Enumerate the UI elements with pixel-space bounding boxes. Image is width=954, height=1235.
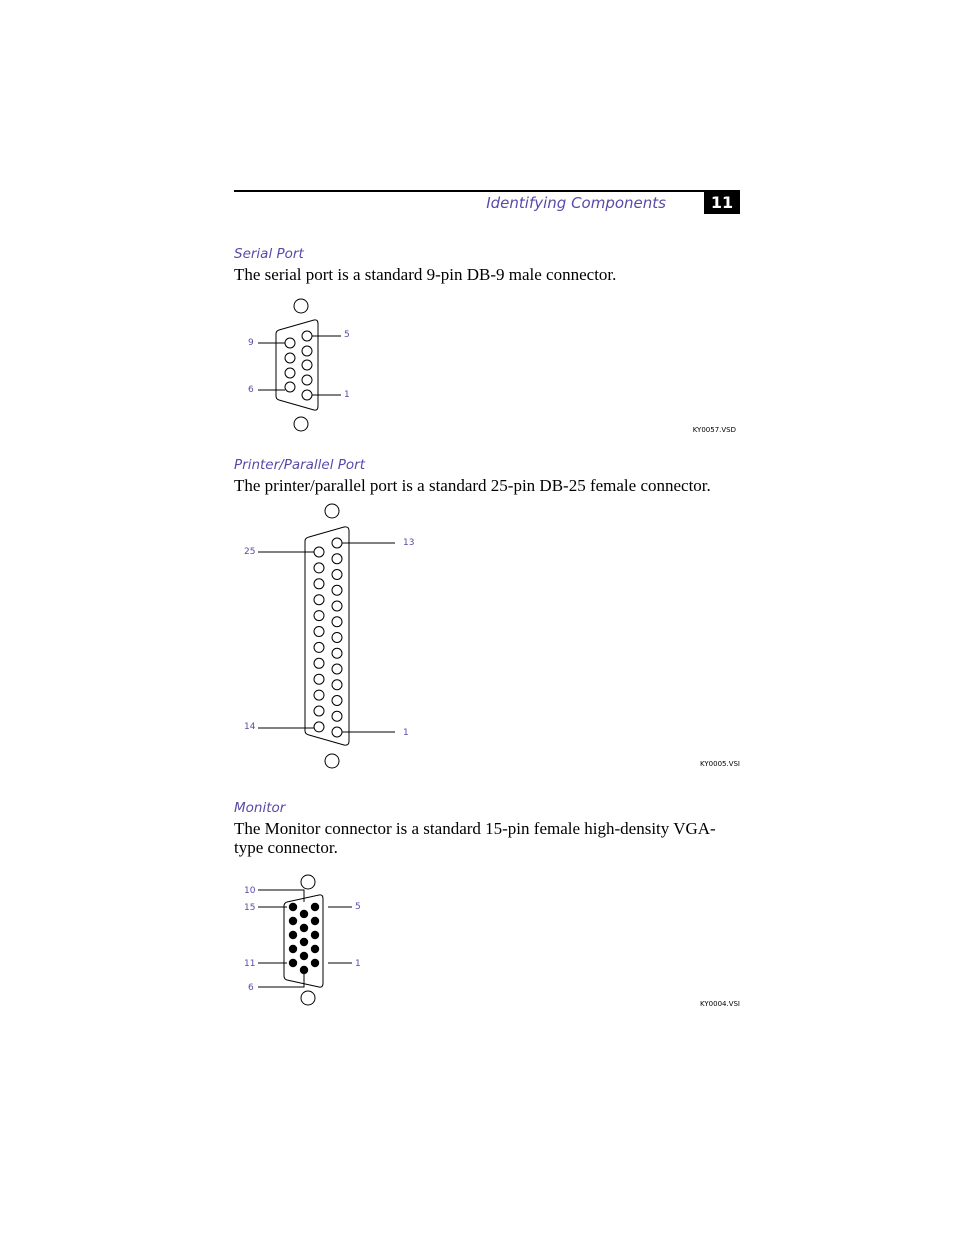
db9-connector-diagram bbox=[234, 295, 744, 440]
pin-label-11: 11 bbox=[244, 959, 256, 969]
monitor-heading: Monitor bbox=[234, 800, 286, 816]
pin-bottom-row bbox=[314, 547, 324, 557]
pin-label-14: 14 bbox=[244, 722, 256, 732]
vga-connector-diagram bbox=[234, 872, 744, 1017]
pin-label-6: 6 bbox=[248, 385, 254, 395]
pin-top-row bbox=[332, 727, 342, 737]
pin-bottom-row bbox=[314, 579, 324, 589]
pin-bottom-row bbox=[314, 611, 324, 621]
db25-connector-diagram bbox=[234, 500, 744, 775]
pin-top-row bbox=[332, 601, 342, 611]
pin-top-row bbox=[332, 711, 342, 721]
pin-top-row bbox=[332, 680, 342, 690]
pin-top-row bbox=[332, 585, 342, 595]
pin-label-6: 6 bbox=[248, 983, 254, 993]
pin-label-25: 25 bbox=[244, 547, 256, 557]
pin-top-row bbox=[332, 696, 342, 706]
mounting-hole-bottom bbox=[325, 754, 339, 768]
pin-top-row bbox=[332, 538, 342, 548]
running-head: Identifying Components bbox=[486, 194, 666, 212]
pin-label-10: 10 bbox=[244, 886, 256, 896]
pin-top-row bbox=[332, 648, 342, 658]
pin-label-1: 1 bbox=[344, 390, 350, 400]
serial-port-heading: Serial Port bbox=[234, 246, 304, 262]
mounting-hole-bottom bbox=[301, 991, 315, 1005]
pin-bottom-row bbox=[314, 674, 324, 684]
pin-bottom-row bbox=[314, 690, 324, 700]
mounting-hole-top bbox=[301, 875, 315, 889]
page-number: 11 bbox=[704, 192, 740, 214]
parallel-port-text: The printer/parallel port is a standard 25-pin DB-25 female connector. bbox=[234, 476, 711, 495]
mounting-hole-bottom bbox=[294, 417, 308, 431]
monitor-text: The Monitor connector is a standard 15-pin female high-density VGA-type connector. bbox=[234, 819, 716, 857]
pin-top-row bbox=[332, 664, 342, 674]
figure-id: KY0057.VSD bbox=[692, 426, 736, 434]
pin-bottom-row bbox=[314, 722, 324, 732]
pin-bottom-row bbox=[314, 627, 324, 637]
header-rule bbox=[234, 190, 740, 192]
figure-id: KY0005.VSI bbox=[700, 760, 740, 768]
pin-top-row bbox=[332, 633, 342, 643]
pin-bottom-row bbox=[314, 658, 324, 668]
pin-bottom-row bbox=[314, 642, 324, 652]
pin-label-5: 5 bbox=[344, 330, 350, 340]
pin-bottom-row bbox=[314, 595, 324, 605]
mounting-hole-top bbox=[325, 504, 339, 518]
pin-top-row bbox=[332, 570, 342, 580]
parallel-port-heading: Printer/Parallel Port bbox=[234, 457, 366, 473]
pin-label-1: 1 bbox=[355, 959, 361, 969]
pin-bottom-row bbox=[314, 563, 324, 573]
pin-top-row bbox=[332, 617, 342, 627]
pin-bottom-row bbox=[314, 706, 324, 716]
pin-label-15: 15 bbox=[244, 903, 256, 913]
serial-port-text: The serial port is a standard 9-pin DB-9 male connector. bbox=[234, 265, 617, 284]
pin-top-row bbox=[332, 554, 342, 564]
pin-label-5: 5 bbox=[355, 902, 361, 912]
figure-id: KY0004.VSI bbox=[700, 1000, 740, 1008]
pin-label-13: 13 bbox=[403, 538, 415, 548]
mounting-hole-top bbox=[294, 299, 308, 313]
pin-label-9: 9 bbox=[248, 338, 254, 348]
pin-label-1: 1 bbox=[403, 728, 409, 738]
